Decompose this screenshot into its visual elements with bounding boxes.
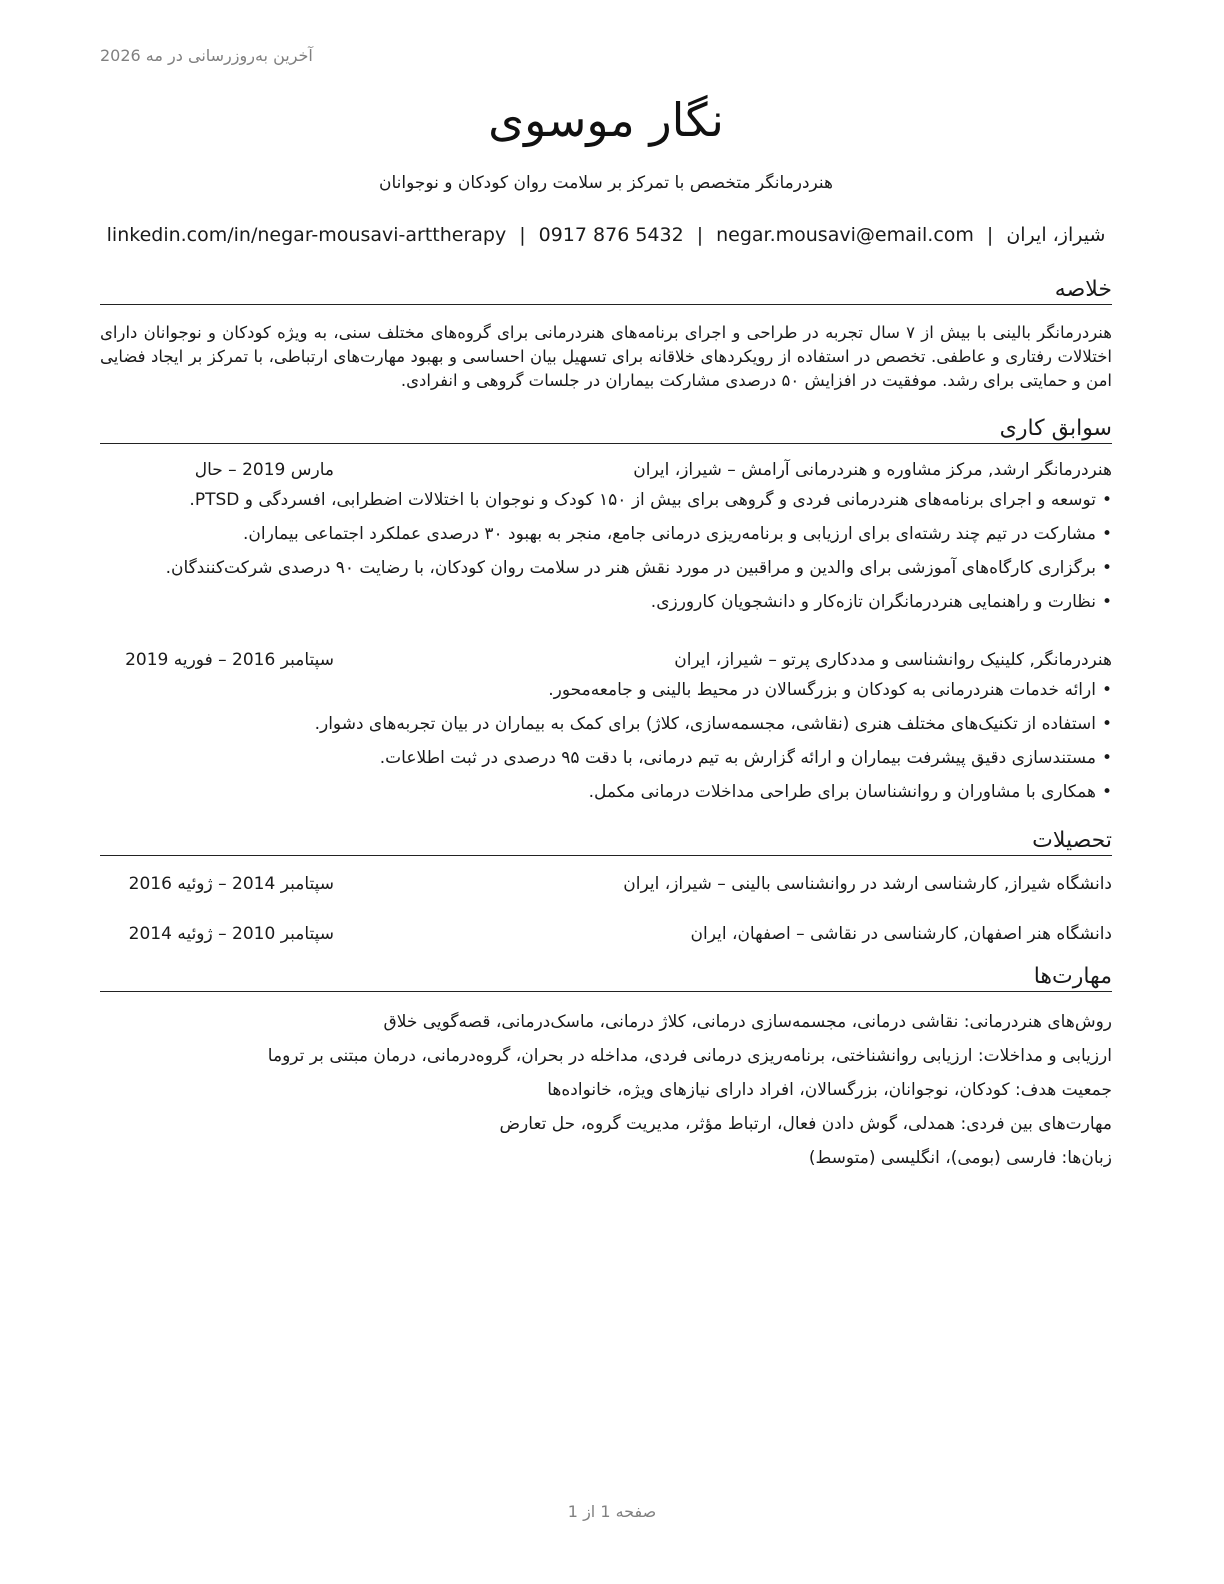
contact-location: شیراز، ایران bbox=[1006, 224, 1106, 246]
summary-text: هنردرمانگر بالینی با بیش از ۷ سال تجربه در طراحی و اجرای برنامه‌های هنردرمانی برای گروه‌های مختلف سنی، به ویژه کودکان و نوجوانان دارای اختلالات رفتاری و عاطفی. تخصص در استفاده از رویکردهای خلاقانه برای تسهیل بیان احساسی و بهبود مهارت‌های ارتباطی، با تمرکز بر ایجاد فضایی امن و حمایتی برای رشد. موفقیت در افزایش ۵۰ درصدی مشارکت بیماران در جلسات گروهی و انفرادی. bbox=[100, 323, 1112, 390]
resume-page bbox=[100, 0, 1112, 1584]
contact-phone[interactable]: 0917 876 5432 bbox=[538, 224, 684, 246]
job-dates: مارس 2019 – حال bbox=[194, 460, 334, 480]
job-bullet: • ارائه خدمات هنردرمانی به کودکان و بزرگسالان در محیط بالینی و جامعه‌محور. bbox=[100, 678, 1112, 712]
job-dates: سپتامبر 2016 – فوریه 2019 bbox=[125, 650, 334, 670]
headline: هنردرمانگر متخصص با تمرکز بر سلامت روان کودکان و نوجوانان bbox=[378, 173, 834, 193]
skill-line: مهارت‌های بین فردی: همدلی، گوش دادن فعال، ارتباط مؤثر، مدیریت گروه، حل تعارض bbox=[499, 1114, 1112, 1134]
section-title-experience: سوابق کاری bbox=[100, 416, 1112, 444]
job-bullets bbox=[100, 488, 1112, 624]
last-updated-note: آخرین به‌روزرسانی در مه 2026 bbox=[100, 46, 313, 65]
job-role: هنردرمانگر, کلینیک روانشناسی و مددکاری پرتو – شیراز، ایران bbox=[674, 650, 1112, 670]
section-title-education: تحصیلات bbox=[100, 828, 1112, 856]
job-header bbox=[100, 458, 1112, 482]
candidate-name: نگار موسوی bbox=[488, 93, 724, 147]
section-title-summary: خلاصه bbox=[100, 277, 1112, 305]
job-bullet: • نظارت و راهنمایی هنردرمانگران تازه‌کار و دانشجویان کارورزی. bbox=[100, 590, 1112, 624]
education-dates: سپتامبر 2014 – ژوئیه 2016 bbox=[128, 874, 334, 894]
job-bullet: • مستندسازی دقیق پیشرفت بیماران و ارائه گزارش به تیم درمانی، با دقت ۹۵ درصدی در ثبت اطلاعات. bbox=[100, 746, 1112, 780]
page-footer: صفحه 1 از 1 bbox=[567, 1502, 657, 1521]
contact-separator: | bbox=[519, 224, 526, 246]
job-bullets bbox=[100, 678, 1112, 814]
job-bullet: • توسعه و اجرای برنامه‌های هنردرمانی فردی و گروهی برای بیش از ۱۵۰ کودک و نوجوان با اختلالات اضطرابی، افسردگی و PTSD. bbox=[100, 488, 1112, 522]
education-institution: دانشگاه شیراز, کارشناسی ارشد در روانشناسی بالینی – شیراز، ایران bbox=[623, 874, 1112, 894]
education-institution: دانشگاه هنر اصفهان, کارشناسی در نقاشی – اصفهان، ایران bbox=[690, 924, 1112, 944]
contact-separator: | bbox=[986, 224, 994, 246]
education-row bbox=[100, 872, 1112, 896]
education-row bbox=[100, 922, 1112, 946]
contact-linkedin[interactable]: linkedin.com/in/negar-mousavi-arttherapy bbox=[106, 224, 507, 246]
education-dates: سپتامبر 2010 – ژوئیه 2014 bbox=[128, 924, 334, 944]
skill-line: روش‌های هنردرمانی: نقاشی درمانی، مجسمه‌سازی درمانی، کلاژ درمانی، ماسک‌درمانی، قصه‌گویی خلاق bbox=[383, 1012, 1112, 1032]
skill-line: جمعیت هدف: کودکان، نوجوانان، بزرگسالان، افراد دارای نیازهای ویژه، خانواده‌ها bbox=[547, 1080, 1112, 1100]
contact-email[interactable]: negar.mousavi@email.com bbox=[716, 224, 974, 246]
contact-separator: | bbox=[696, 224, 704, 246]
job-bullet: • استفاده از تکنیک‌های مختلف هنری (نقاشی، مجسمه‌سازی، کلاژ) برای کمک به بیماران در بیان تجربه‌های دشوار. bbox=[100, 712, 1112, 746]
skill-line: زبان‌ها: فارسی (بومی)، انگلیسی (متوسط) bbox=[808, 1148, 1112, 1168]
job-header bbox=[100, 648, 1112, 672]
section-title-skills: مهارت‌ها bbox=[100, 964, 1112, 992]
job-bullet: • مشارکت در تیم چند رشته‌ای برای ارزیابی و برنامه‌ریزی درمانی جامع، منجر به بهبود ۳۰ درصدی عملکرد اجتماعی بیماران. bbox=[100, 522, 1112, 556]
skills-list bbox=[100, 1010, 1112, 1180]
job-bullet: • همکاری با مشاوران و روانشناسان برای طراحی مداخلات درمانی مکمل. bbox=[100, 780, 1112, 814]
contact-line bbox=[100, 223, 1112, 247]
skill-line: ارزیابی و مداخلات: ارزیابی روانشناختی، برنامه‌ریزی درمانی فردی، مداخله در بحران، گروه‌درمانی، درمان مبتنی بر تروما bbox=[267, 1046, 1112, 1066]
job-bullet: • برگزاری کارگاه‌های آموزشی برای والدین و مراقبین در مورد نقش هنر در سلامت روان کودکان، با رضایت ۹۰ درصدی شرکت‌کنندگان. bbox=[100, 556, 1112, 590]
job-role: هنردرمانگر ارشد, مرکز مشاوره و هنردرمانی آرامش – شیراز، ایران bbox=[633, 460, 1112, 480]
